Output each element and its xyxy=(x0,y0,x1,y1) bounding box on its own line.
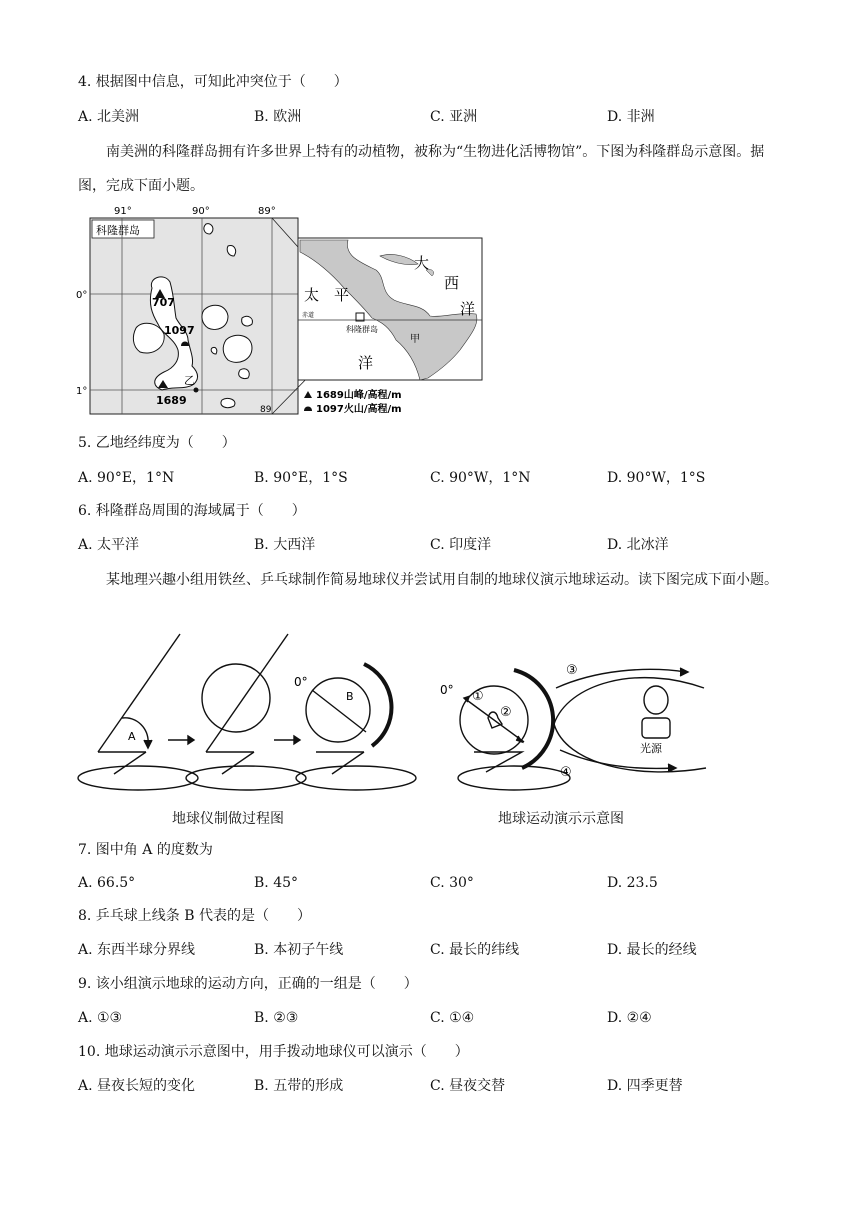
ocean-char-4: 大 xyxy=(414,254,430,272)
q7-option-b: B. 45° xyxy=(254,875,299,891)
legend-volcano: 1097火山/高程/m xyxy=(316,404,402,415)
q8-option-b: B. 本初子午线 xyxy=(254,942,344,958)
q8-option-c: C. 最长的纬线 xyxy=(430,942,520,958)
jia-label: 甲 xyxy=(410,334,420,345)
q7-stem: 7. 图中角 A 的度数为 xyxy=(78,842,213,858)
circled-1: ① xyxy=(472,689,484,704)
q9-option-d: D. ②④ xyxy=(607,1010,652,1026)
q10-stem: 10. 地球运动演示示意图中，用手拨动地球仪可以演示（ ） xyxy=(78,1044,469,1060)
label-angle-a: A xyxy=(128,730,136,743)
q4-stem: 4. 根据图中信息，可知此冲突位于（ ） xyxy=(78,74,348,90)
islands-label: 科隆群岛 xyxy=(346,325,378,334)
label-line-b: B xyxy=(346,690,354,703)
q9-option-c: C. ①④ xyxy=(430,1010,475,1026)
q6-stem: 6. 科隆群岛周围的海域属于（ ） xyxy=(78,503,306,519)
lon-label-91: 91° xyxy=(114,206,132,217)
inset-title: 科隆群岛 xyxy=(96,224,140,237)
q4-option-c: C. 亚洲 xyxy=(430,109,478,125)
circled-2: ② xyxy=(500,705,512,720)
q8-option-d: D. 最长的经线 xyxy=(607,942,697,958)
peak-1097-label: 1097 xyxy=(164,324,195,337)
globe-figure xyxy=(76,628,776,803)
lat-label-1: 1° xyxy=(76,386,88,397)
q6-option-d: D. 北冰洋 xyxy=(607,537,669,553)
q4-option-b: B. 欧洲 xyxy=(254,109,302,125)
q10-option-b: B. 五带的形成 xyxy=(254,1078,344,1094)
q10-option-c: C. 昼夜交替 xyxy=(430,1078,506,1094)
intro-globe: 某地理兴趣小组用铁丝、乒乓球制作简易地球仪并尝试用自制的地球仪演示地球运动。读下图完成下面小题。 xyxy=(106,572,778,588)
place-yi-label: 乙 xyxy=(184,374,195,387)
legend-peak: 1689山峰/高程/m xyxy=(316,390,402,401)
q5-option-c: C. 90°W，1°N xyxy=(430,470,531,486)
q8-stem: 8. 乒乓球上线条 B 代表的是（ ） xyxy=(78,908,311,924)
q5-option-b: B. 90°E，1°S xyxy=(254,470,348,486)
lon-label-90: 90° xyxy=(192,206,210,217)
caption-right: 地球运动演示示意图 xyxy=(498,811,624,827)
q4-option-d: D. 非洲 xyxy=(607,109,655,125)
ocean-char-3: 洋 xyxy=(358,354,374,372)
q7-option-a: A. 66.5° xyxy=(78,875,136,891)
corner-89-label: 89 xyxy=(260,405,272,415)
q5-stem: 5. 乙地经纬度为（ ） xyxy=(78,435,236,451)
equator-label: 赤道 xyxy=(302,312,315,319)
q9-option-b: B. ②③ xyxy=(254,1010,299,1026)
ocean-char-5: 西 xyxy=(444,274,460,292)
label-0deg-2: 0° xyxy=(440,683,454,697)
peak-707-label: 707 xyxy=(152,296,175,309)
q9-option-a: A. ①③ xyxy=(78,1010,123,1026)
lon-label-89: 89° xyxy=(258,206,276,217)
q6-option-a: A. 太平洋 xyxy=(78,537,140,553)
intro-galapagos: 南美洲的科隆群岛拥有许多世界上特有的动植物，被称为“生物进化活博物馆”。下图为科隆群岛示意图。据图，完成下面小题。 xyxy=(78,144,765,194)
q10-option-d: D. 四季更替 xyxy=(607,1078,683,1094)
q4-option-a: A. 北美洲 xyxy=(78,109,140,125)
q9-stem: 9. 该小组演示地球的运动方向，正确的一组是（ ） xyxy=(78,976,418,992)
lat-label-0: 0° xyxy=(76,290,88,301)
q5-option-a: A. 90°E，1°N xyxy=(78,470,175,486)
q10-option-a: A. 昼夜长短的变化 xyxy=(78,1078,196,1094)
caption-left: 地球仪制做过程图 xyxy=(172,811,284,827)
ocean-char-2: 平 xyxy=(334,286,350,304)
ocean-char-1: 太 xyxy=(304,286,320,304)
q7-option-c: C. 30° xyxy=(430,875,474,891)
q6-option-c: C. 印度洋 xyxy=(430,537,492,553)
q7-option-d: D. 23.5 xyxy=(607,875,658,891)
circled-3: ③ xyxy=(566,663,578,678)
peak-1689-label: 1689 xyxy=(156,394,187,407)
ocean-char-6: 洋 xyxy=(460,300,476,318)
light-source-label: 光源 xyxy=(640,742,662,755)
q6-option-b: B. 大西洋 xyxy=(254,537,316,553)
q5-option-d: D. 90°W，1°S xyxy=(607,470,706,486)
galapagos-map xyxy=(76,200,496,420)
label-0deg-1: 0° xyxy=(294,675,308,689)
q8-option-a: A. 东西半球分界线 xyxy=(78,942,196,958)
circled-4: ④ xyxy=(560,765,572,780)
